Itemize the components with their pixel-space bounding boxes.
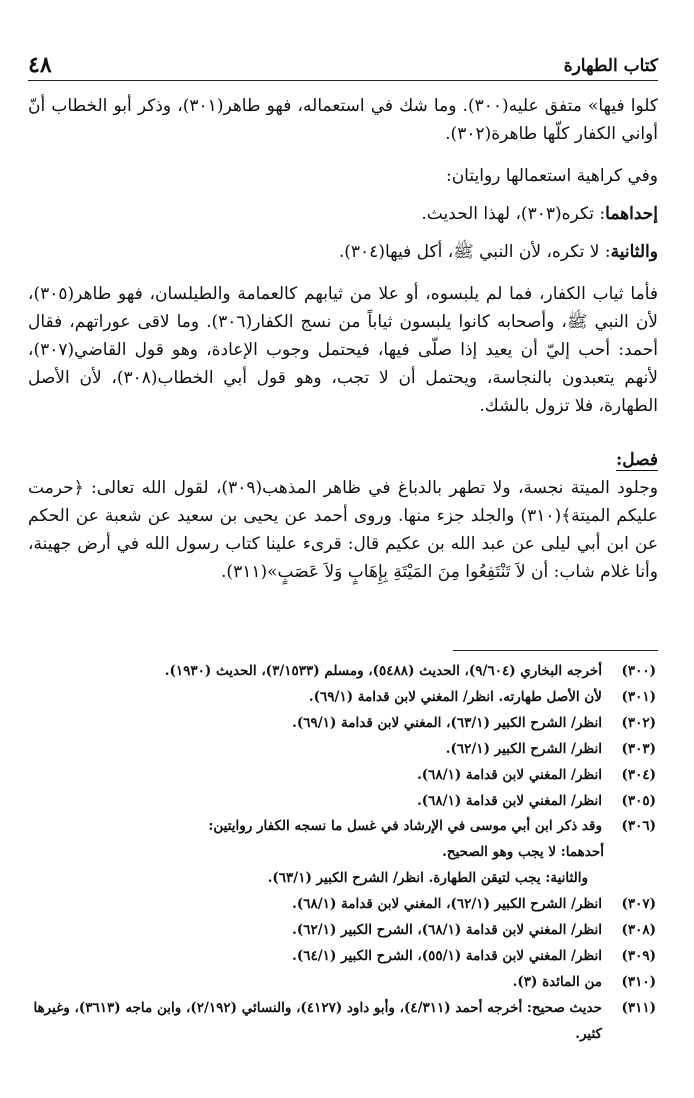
paragraph — [28, 200, 658, 228]
paragraph: كلوا فيها» متفق عليه(٣٠٠). وما شك في استعماله، فهو طاهر(٣٠١)، وذكر أبو الخطاب أنّ أواني الكفار كلّها طاهرة(٣٠٢). — [28, 96, 659, 144]
main-text — [28, 92, 658, 586]
chapter-title: كتاب الطهارة — [563, 56, 658, 76]
footnote: (٣١١) حديث صحيح: أخرجه أحمد (٤/٣١١)، وأبو داود (٤١٢٧)، والنسائي (٢/١٩٢)، وابن ماجه (٣٦١٣)، وغيرها كثير. — [33, 999, 656, 1042]
footnote: (٣٠١) لأن الأصل طهارته. انظر/ المغني لابن قدامة (٦٩/١). — [308, 688, 656, 705]
first-narration-text: : تكره(٣٠٣)، لهذا الحديث. — [421, 204, 606, 224]
paragraph: وفي كراهية استعمالها روايتان: — [445, 166, 658, 186]
footnote: (٣٠٨) انظر/ المغني لابن قدامة (٦٨/١)، الشرح الكبير (٦٢/١). — [292, 922, 656, 939]
footnote: (٣١٠) من المائدة (٣). — [512, 973, 656, 990]
first-narration-label: إحداهما — [605, 204, 658, 224]
footnote: (٣٠٢) انظر/ الشرح الكبير (٦٣/١)، المغني لابن قدامة (٦٩/١). — [292, 714, 656, 731]
second-narration-label: والثانية — [610, 242, 658, 262]
paragraph: فأما ثياب الكفار، فما لم يلبسوه، أو علا من ثيابهم كالعمامة والطيلسان، فهو طاهر(٣٠٥)، لأن النبي ﷺ، وأصحابه كانوا يلبسون ثياباً من نسج الكفار(٣٠٦). وما لاقى عوراتهم، فقال أحمد: أحب إليّ أن يعيد إذا صلّى فيها، فيحتمل وجوب الإعادة، وهو قول القاضي(٣٠٧)، لأنهم يتعبدون بالنجاسة، ويحتمل أن لا تجب، وهو قول أبي الخطاب(٣٠٨)، لأن الأصل الطهارة، فلا تزول بالشك. — [28, 284, 659, 416]
footnote: (٣٠٥) انظر/ المغني لابن قدامة (٦٨/١). — [417, 792, 656, 809]
second-narration-text: : لا تكره، لأن النبي ﷺ، أكل فيها(٣٠٤). — [338, 242, 611, 262]
paragraph — [28, 238, 658, 266]
footnote: (٣٠٦) وقد ذكر ابن أبي موسى في الإرشاد في غسل ما نسجه الكفار روايتين: — [208, 818, 656, 835]
paragraph: وجلود الميتة نجسة، ولا تطهر بالدباغ في ظاهر المذهب(٣٠٩)، لقول الله تعالى: ﴿حرمت عليكم الميتة﴾(٣١٠) والجلد جزء منها. وروى أحمد عن يحيى بن سعيد عن شعبة عن الحكم عن ابن أبي ليلى عن عبد الله بن عكيم قال: قرىء علينا كتاب رسول الله في أرض جهينة، وأنا غلام شاب: أن لاَ تَنْتَفِعُوا مِنَ المَيْتَةِ بِإِهَابٍ وَلاَ عَصَبٍ»(٣١١). — [28, 478, 658, 582]
footnote-divider — [453, 650, 658, 651]
footnote: (٣٠٤) انظر/ المغني لابن قدامة (٦٨/١). — [417, 766, 656, 783]
page-header — [28, 52, 658, 81]
footnote: (٣٠٩) انظر/ المغني لابن قدامة (٥٥/١)، الشرح الكبير (٦٤/١). — [292, 947, 656, 964]
section-heading: فصل: — [615, 450, 658, 470]
footnote: (٣٠٧) انظر/ الشرح الكبير (٦٢/١)، المغني لابن قدامة (٦٨/١). — [292, 896, 656, 913]
book-page — [28, 0, 658, 1098]
footnotes — [28, 659, 658, 1048]
footnote-continuation: أحدهما: لا يجب وهو الصحيح. — [442, 844, 604, 861]
page-number: ٤٨ — [28, 52, 52, 78]
footnote: (٣٠٠) أخرجه البخاري (٩/٦٠٤)، الحديث (٥٤٨٨)، ومسلم (٣/١٥٣٣)، الحديث (١٩٣٠). — [164, 663, 656, 679]
footnote: (٣٠٣) انظر/ الشرح الكبير (٦٢/١). — [445, 740, 656, 757]
footnote-continuation: والثانية: يجب لتيقن الطهارة. انظر/ الشرح الكبير (٦٣/١). — [267, 870, 588, 887]
